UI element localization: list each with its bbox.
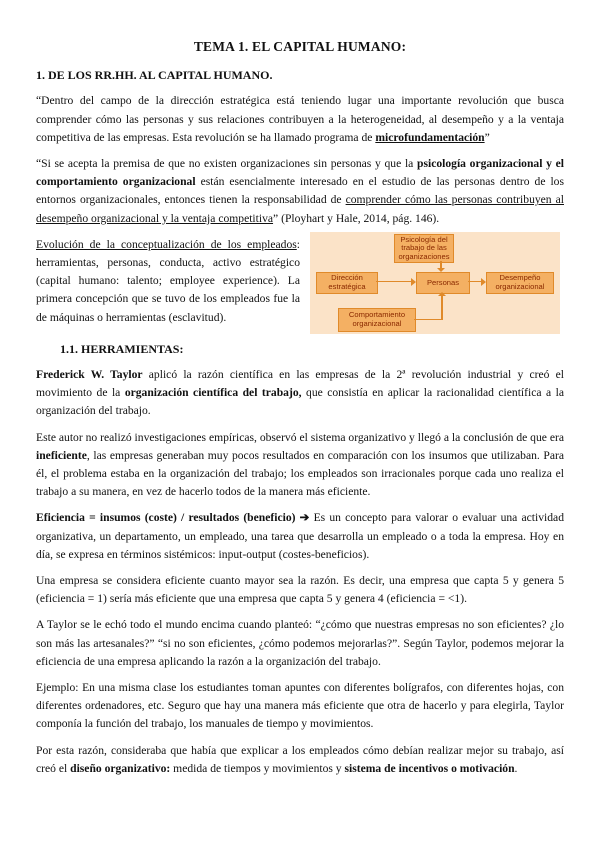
- p10-text-a: Por esta razón, consideraba que había que explicar a los empleados cómo debían realizar mejor su trabajo, así creó el: [36, 743, 564, 775]
- p2-underlined: comprender cómo las personas contribuyen al desempeño organizacional y la ventaja competitiva: [36, 193, 564, 225]
- evolution-row: [36, 236, 564, 334]
- page-title: TEMA 1. EL CAPITAL HUMANO:: [193, 39, 407, 54]
- p4-text-b: aplicó la razón científica en las empresas de la 2ª revolución industrial y creó el movimiento de la: [36, 368, 565, 400]
- arrow-comportamiento-v: [441, 296, 443, 320]
- p3-heading: Evolución de la conceptualización de los empleados: [36, 237, 297, 251]
- p2-text-a: “Si se acepta la premisa de que no existen organizaciones sin personas y que la: [36, 157, 418, 171]
- section-heading-1-1: 1.1. HERRAMIENTAS:: [60, 341, 184, 356]
- p5-text-a: Este autor no realizó investigaciones empíricas, observó el sistema organizativo y llegó a la conclusión de que era: [36, 430, 564, 444]
- p10-end: .: [514, 761, 518, 775]
- arrow-right-icon: ➔: [299, 511, 310, 525]
- arrow-personas-desempeno: [468, 281, 482, 283]
- p1-term: microfundamentación: [375, 130, 485, 144]
- p1-end: ”: [484, 130, 490, 144]
- diagram-box-comportamiento: Comportamiento organizacional: [338, 308, 416, 332]
- diagram-box-direccion: Dirección estratégica: [316, 272, 378, 294]
- p6-text: Es un concepto para valorar o evaluar una actividad organizativa, un departamento, un empleado, una tarea que desarrolla un empleado o a toda la empresa. Hoy en día, se expresa en términos sistémicos: input-output (costes-beneficios).: [36, 511, 564, 561]
- p2-citation: ” (Ployhart y Hale, 2014, pág. 146).: [273, 211, 440, 225]
- p4-name: Frederick W. Taylor: [36, 368, 143, 382]
- arrowhead-icon: [411, 278, 416, 286]
- arrowhead-icon: [437, 268, 445, 272]
- p3-text: : herramientas, personas, conducta, activo estratégico (capital humano: talento; employee experience). La primera concepción que se tuvo de los empleados fue la de máquinas o herramientas (esclavitud).: [36, 237, 300, 324]
- p2-term: psicología organizacional y el comportamiento organizacional: [36, 157, 564, 189]
- paragraph-taylor: [36, 366, 564, 421]
- arrowhead-icon: [438, 292, 446, 296]
- paragraph-eficiencia: [36, 509, 564, 564]
- paragraph-critica: A Taylor se le echó todo el mundo encima cuando planteó: “¿cómo que nuestras empresas no son eficientes? ¿lo son más las artesanales?” “si no son eficientes, ¿cómo podemos mejorarlas?”. Según Taylor, podemos mejorar la eficiencia de una empresa aplicando la razón a la organización del trabajo.: [36, 618, 564, 668]
- p1-text: “Dentro del campo de la dirección estratégica está teniendo lugar una importante revolución que busca comprender cómo las personas y sus relaciones contribuyen a la heterogeneidad, al desempeño y a la ventaja competitiva de las empresas. Esta revolución se ha llamado programa de: [36, 94, 564, 144]
- diagram-box-desempeno: Desempeño organizacional: [486, 272, 554, 294]
- p4-text-d: que consistía en aplicar la racionalidad científica a la organización del trabajo.: [36, 386, 564, 418]
- p10-term-1: diseño organizativo:: [70, 761, 171, 775]
- concept-diagram: [310, 232, 560, 334]
- paragraph-ejemplo: Ejemplo: En una misma clase los estudiantes toman apuntes con diferentes bolígrafos, con diferentes hojas, con diferentes ordenadores, etc. Seguro que hay una manera más eficiente que otra de hacerlo y para elegirla, Taylor componía la función del trabajo, los manuales de tiempo y movimientos.: [36, 681, 564, 731]
- arrow-direccion-personas: [376, 281, 412, 283]
- p5-text-c: , las empresas generaban muy pocos resultados en comparación con los insumos que utilizaban. Para él, el problema estaba en la organización del trabajo; los empleados son irracionales porque cada uno realiza el trabajo a su manera, en vez de hacerlo todos de la manera más eficiente.: [36, 448, 564, 499]
- document-page: [36, 38, 564, 786]
- diagram-box-personas: Personas: [416, 272, 470, 294]
- p4-term: organización científica del trabajo,: [124, 386, 302, 400]
- paragraph-ployhart-quote: [36, 155, 564, 228]
- arrow-comportamiento-h: [414, 319, 442, 321]
- paragraph-microfundamentacion: [36, 92, 564, 147]
- p2-text-c: están esencialmente interesado en el estudio de las personas dentro de los entornos organizacionales, entonces tienen la responsabilidad de: [36, 175, 564, 207]
- paragraph-evolucion: [36, 236, 300, 334]
- p10-term-2: sistema de incentivos o motivación: [344, 761, 515, 775]
- diagram-box-psicologia: Psicología del trabajo de las organizaciones: [394, 234, 454, 263]
- paragraph-ineficiente: [36, 429, 564, 502]
- paragraph-razon: Una empresa se considera eficiente cuanto mayor sea la razón. Es decir, una empresa que capta 5 y genera 5 (eficiencia = 1) sería más eficiente que una empresa que capta 5 y genera 4 (eficiencia = <1).: [36, 574, 564, 606]
- p6-formula: Eficiencia = insumos (coste) / resultados (beneficio): [36, 511, 300, 525]
- paragraph-diseno: [36, 742, 564, 778]
- p5-term: ineficiente: [36, 448, 87, 462]
- arrowhead-icon: [481, 278, 486, 286]
- p10-text-c: medida de tiempos y movimientos y: [170, 761, 345, 775]
- section-heading-1: 1. DE LOS RR.HH. AL CAPITAL HUMANO.: [36, 68, 273, 83]
